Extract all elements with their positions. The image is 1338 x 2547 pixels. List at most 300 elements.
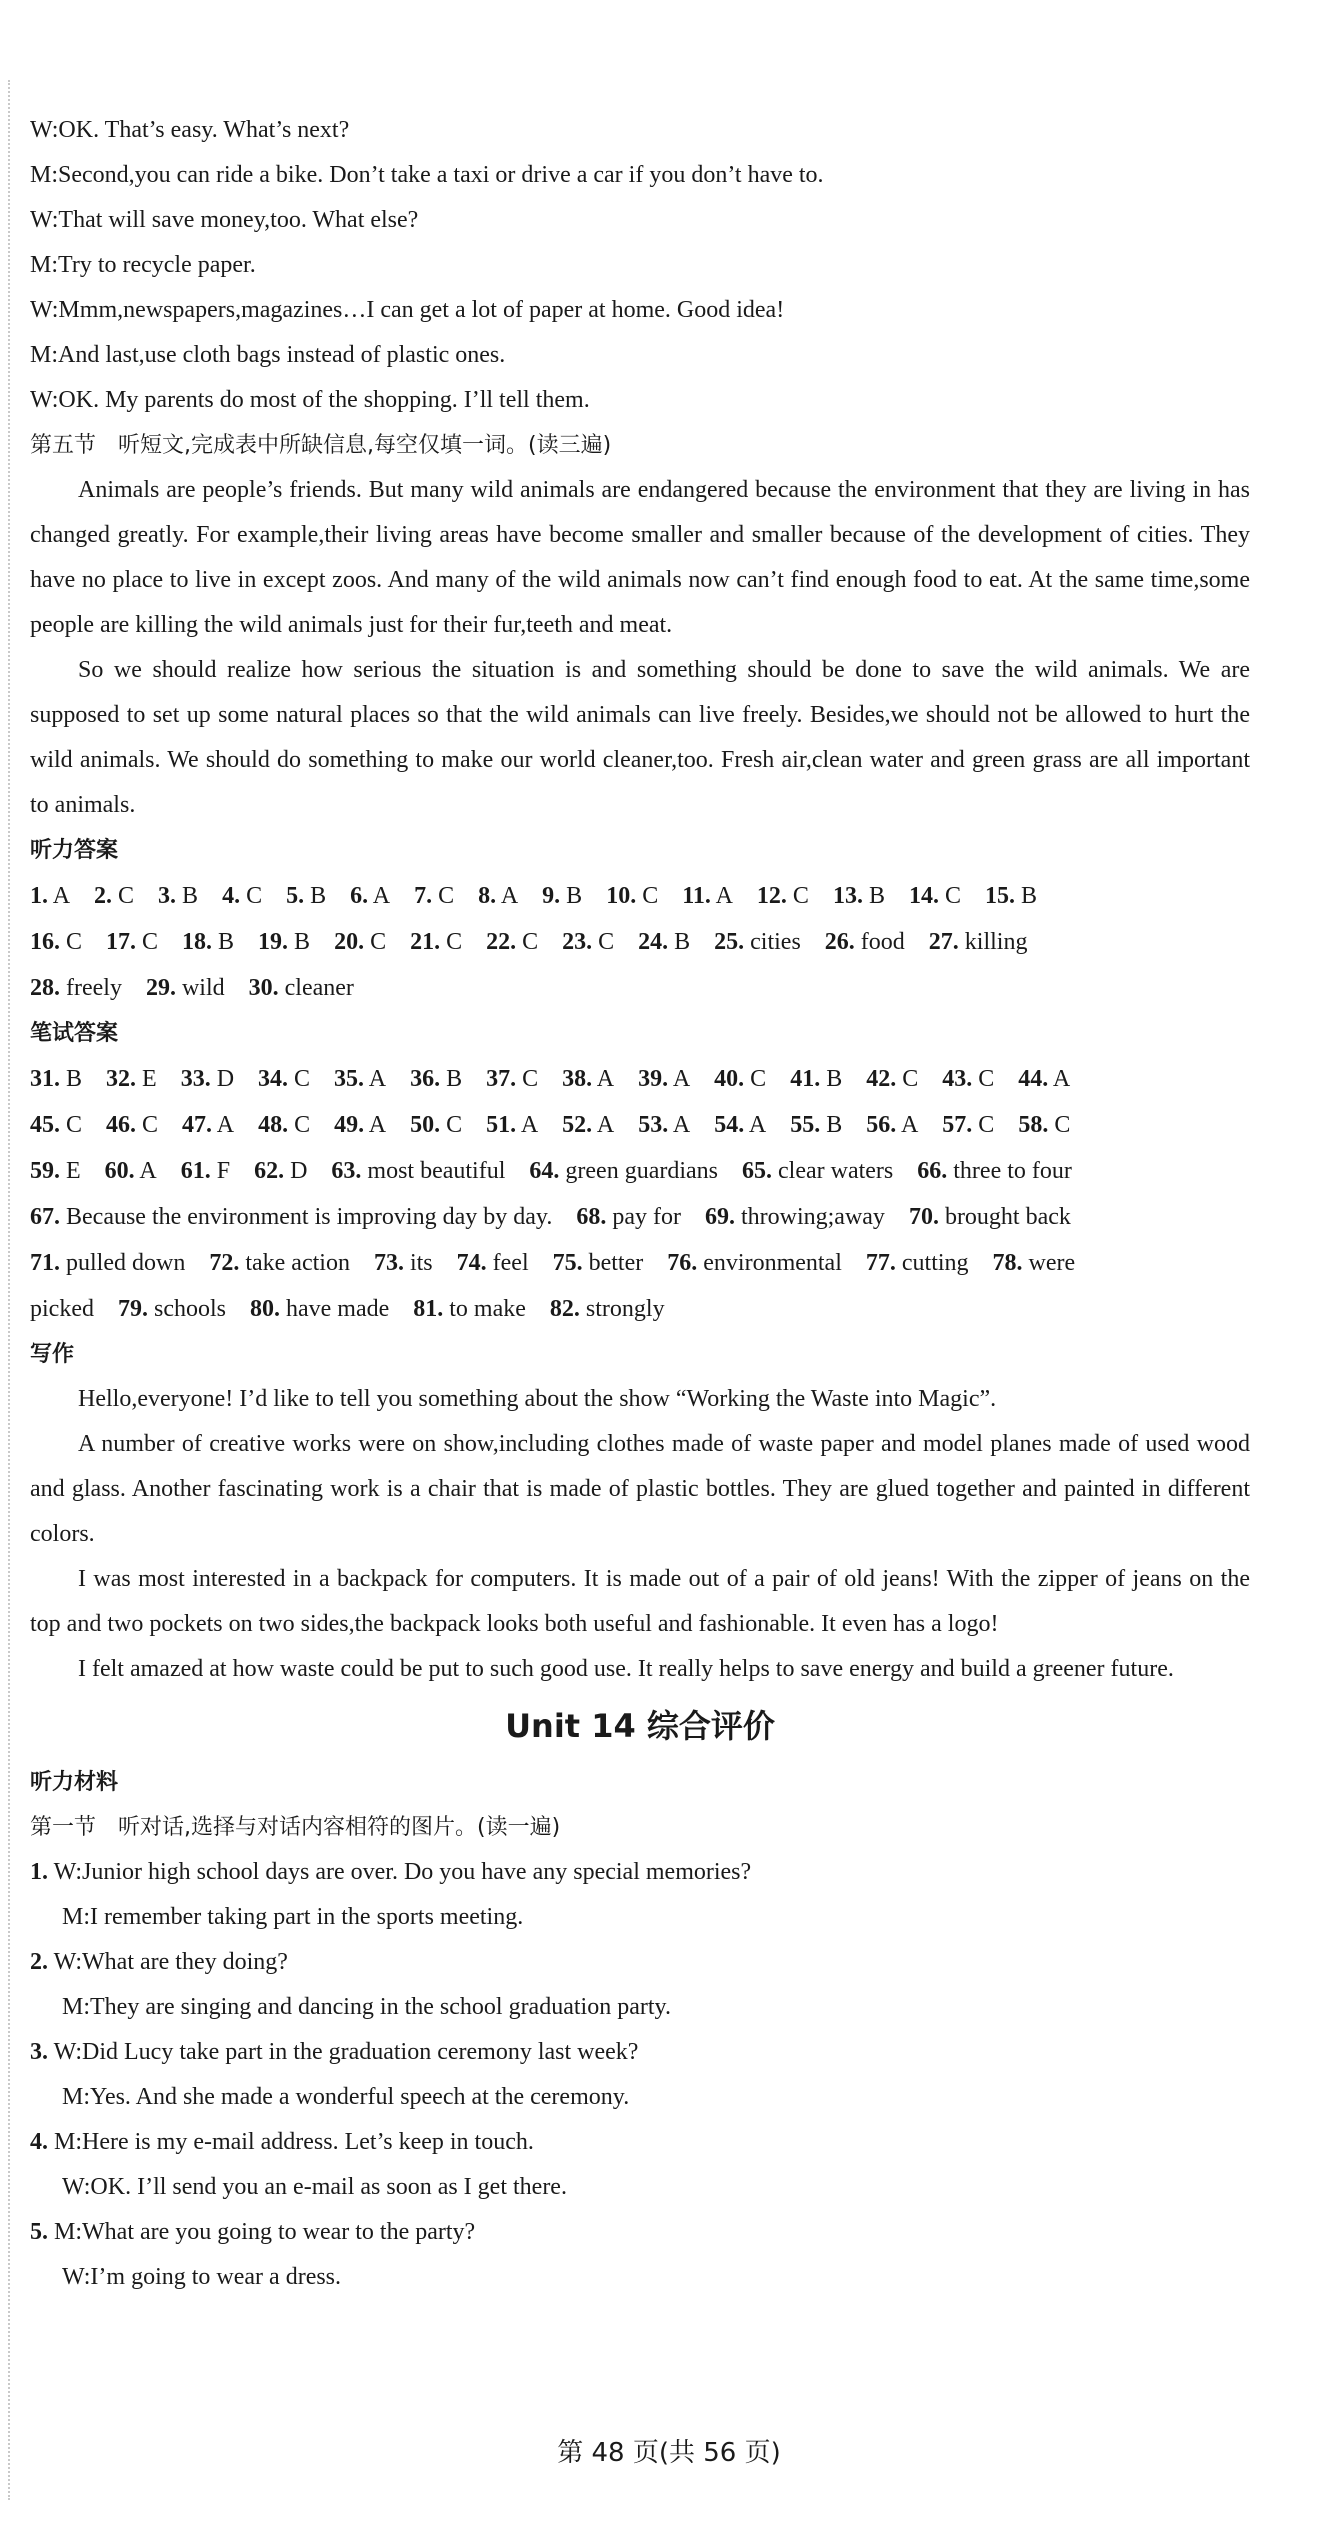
answer-value: three to four [953, 1158, 1072, 1184]
answer-value: B [182, 883, 199, 909]
answer-value: C [1054, 1112, 1071, 1138]
answer-number: 55. [790, 1112, 821, 1138]
answer-item [929, 929, 1028, 955]
answer-number: 21. [410, 929, 441, 955]
answer-number: 7. [414, 883, 433, 909]
answer-number: 26. [824, 929, 855, 955]
answer-item [682, 883, 733, 909]
answer-item [286, 883, 326, 909]
answer-value: C [446, 1112, 463, 1138]
answer-item [334, 929, 386, 955]
answer-value: its [409, 1250, 433, 1276]
answer-number: 16. [30, 929, 60, 955]
answer-item [638, 929, 690, 955]
answer-number: 62. [254, 1158, 285, 1184]
answer-item [757, 883, 809, 909]
answer-number: 18. [182, 929, 213, 955]
answer-item [638, 1066, 690, 1092]
answer-value: C [598, 929, 615, 955]
answer-value: B [66, 1066, 83, 1092]
answer-value: A [500, 883, 519, 909]
answer-number: 71. [30, 1250, 60, 1276]
answer-number: 12. [756, 883, 787, 909]
answer-number: 60. [104, 1158, 135, 1184]
answer-item [562, 1066, 614, 1092]
answer-number: 27. [928, 929, 959, 955]
answer-item [258, 1112, 310, 1138]
answer-number: 10. [606, 883, 637, 909]
answer-number: 81. [413, 1296, 444, 1322]
answer-item [790, 1066, 842, 1092]
answer-item [30, 883, 70, 909]
answer-item [1018, 1066, 1070, 1092]
dialogue-item [30, 2210, 1250, 2255]
answer-number: 72. [209, 1250, 240, 1276]
answer-item [258, 1066, 310, 1092]
answer-item [410, 1112, 462, 1138]
answer-item [714, 1066, 766, 1092]
answer-number: 32. [106, 1066, 137, 1092]
answer-item [909, 1204, 1071, 1230]
answer-value: C [438, 883, 455, 909]
answer-item [331, 1158, 505, 1184]
dialogue-line: M:Here is my e-mail address. Let’s keep in touch. [54, 2129, 534, 2155]
answer-value: B [566, 883, 583, 909]
answer-value: B [674, 929, 691, 955]
answer-item [550, 1296, 665, 1322]
answer-value: to make [449, 1296, 526, 1322]
answer-value: pulled down [66, 1250, 186, 1276]
answer-number: 33. [180, 1066, 211, 1092]
passage-paragraph: Animals are people’s friends. But many wild animals are endangered because the environment that they are living in has changed greatly. For example,their living areas have become smaller and smaller because of the development of cities. They have no place to live in except zoos. And many of the wild animals now can’t find enough food to eat. At the same time,some people are killing the wild animals just for their fur,teeth and meat. [30, 477, 1250, 638]
answer-number: 42. [866, 1066, 897, 1092]
answer-number: 22. [486, 929, 517, 955]
writing-paragraph: A number of creative works were on show,including clothes made of waste paper and model planes made of used wood and glass. Another fascinating work is a chair that is made of plastic bottles. They are glued together and painted in different colors. [30, 1431, 1250, 1547]
answer-number: 45. [30, 1112, 60, 1138]
answer-item [209, 1250, 350, 1276]
answer-number: 47. [182, 1112, 213, 1138]
answer-item [410, 929, 462, 955]
answer-row [30, 1240, 1250, 1286]
answer-item [866, 1112, 918, 1138]
dialogue-item [30, 2030, 1250, 2075]
answer-value: A [715, 883, 733, 909]
answer-number: 36. [410, 1066, 441, 1092]
answer-number: 28. [30, 975, 60, 1001]
answer-value: C [294, 1066, 311, 1092]
dialogue-line: M:And last,use cloth bags instead of plastic ones. [30, 342, 506, 368]
answer-value: A [900, 1112, 919, 1138]
answer-value: green guardians [565, 1158, 718, 1184]
answer-number: 48. [258, 1112, 289, 1138]
answer-item [705, 1204, 885, 1230]
answer-item [825, 929, 905, 955]
answer-item [249, 975, 354, 1001]
answer-item [250, 1296, 389, 1322]
answer-row [30, 1194, 1250, 1240]
answer-value: C [522, 1066, 539, 1092]
answer-value: C [978, 1066, 995, 1092]
answer-item [105, 1158, 157, 1184]
answer-value: food [860, 929, 905, 955]
dialogue-line: M:Second,you can ride a bike. Don’t take a taxi or drive a car if you don’t have to. [30, 162, 824, 188]
answer-value: were [1028, 1250, 1076, 1276]
answer-number: 49. [334, 1112, 365, 1138]
answer-value: A [139, 1158, 157, 1184]
answer-number: 23. [562, 929, 593, 955]
answer-value: schools [153, 1296, 226, 1322]
item-number: 2. [30, 1949, 48, 1975]
answer-number: 35. [334, 1066, 365, 1092]
answer-value: C [978, 1112, 995, 1138]
answer-item [254, 1158, 307, 1184]
section5-title: 第五节 听短文,完成表中所缺信息,每空仅填一词。(读三遍) [30, 433, 612, 458]
answer-number: 61. [180, 1158, 211, 1184]
answer-value: better [588, 1250, 644, 1276]
answer-number: 39. [638, 1066, 669, 1092]
answer-item [833, 883, 885, 909]
answer-value: C [118, 883, 135, 909]
answer-number: 75. [552, 1250, 583, 1276]
answer-value: A [520, 1112, 539, 1138]
answer-number: 50. [410, 1112, 441, 1138]
answer-item [486, 1066, 538, 1092]
answer-number: 20. [334, 929, 365, 955]
listening-answers-heading: 听力答案 [30, 838, 119, 863]
answer-value: A [368, 1066, 387, 1092]
answer-number: 1. [30, 883, 48, 909]
answer-number: 31. [30, 1066, 60, 1092]
answer-number: 14. [908, 883, 939, 909]
answer-item [457, 1250, 529, 1276]
answer-item [909, 883, 961, 909]
answer-item [562, 1112, 614, 1138]
answer-value: F [216, 1158, 231, 1184]
answer-value: C [446, 929, 463, 955]
answer-item [350, 883, 390, 909]
answer-value: picked [30, 1296, 94, 1322]
item-number: 4. [30, 2129, 48, 2155]
answer-value: A [368, 1112, 387, 1138]
answer-value: cutting [901, 1250, 969, 1276]
dialogue-item [30, 1940, 1250, 1985]
answer-number: 5. [286, 883, 305, 909]
dialogue-line: W:That will save money,too. What else? [30, 207, 419, 233]
answer-item [667, 1250, 842, 1276]
answer-value: E [142, 1066, 157, 1092]
passage-paragraph: So we should realize how serious the situation is and something should be done to save the wild animals. We are supposed to set up some natural places so that the wild animals can live freely. Besides,we should not be allowed to hurt the wild animals. We should do something to make our world cleaner,too. Fresh air,clean water and green grass are all important to animals. [30, 657, 1250, 818]
answer-item [410, 1066, 462, 1092]
answer-value: cities [750, 929, 801, 955]
answer-number: 77. [865, 1250, 896, 1276]
answer-number: 76. [667, 1250, 698, 1276]
answer-value: B [826, 1112, 843, 1138]
answer-item [106, 929, 158, 955]
answer-value: A [596, 1066, 615, 1092]
answer-item [30, 929, 82, 955]
answer-value: A [748, 1112, 767, 1138]
answer-value: C [944, 883, 961, 909]
answer-number: 67. [30, 1204, 60, 1230]
dialogue-line: W:I’m going to wear a dress. [62, 2264, 342, 2290]
answer-number: 65. [742, 1158, 772, 1184]
answer-row [30, 1102, 1250, 1148]
answer-item [486, 929, 538, 955]
answer-item [118, 1296, 226, 1322]
answer-number: 29. [145, 975, 176, 1001]
answer-number: 9. [542, 883, 561, 909]
answer-value: brought back [944, 1204, 1071, 1230]
answer-item [917, 1158, 1072, 1184]
answer-item [222, 883, 262, 909]
answer-value: A [672, 1066, 691, 1092]
answer-number: 40. [714, 1066, 745, 1092]
answer-number: 11. [682, 883, 711, 909]
writing-paragraph: I was most interested in a backpack for computers. It is made out of a pair of old jeans! With the zipper of jeans on the top and two pockets on two sides,the backpack looks both useful and fashionable. It even has a logo! [30, 1566, 1250, 1637]
answer-item [562, 929, 614, 955]
item-number: 3. [30, 2039, 48, 2065]
answer-number: 3. [158, 883, 177, 909]
answer-value: wild [181, 975, 225, 1001]
page-content [30, 108, 1250, 2300]
answer-value: freely [66, 975, 122, 1001]
unit14-dialogues [30, 1850, 1250, 2300]
answer-value: most beautiful [367, 1158, 506, 1184]
dialogue-line: W:OK. My parents do most of the shopping. I’ll tell them. [30, 387, 590, 413]
answer-item [866, 1250, 969, 1276]
answer-value: A [672, 1112, 691, 1138]
answer-item [106, 1112, 158, 1138]
writing-paragraph: I felt amazed at how waste could be put to such good use. It really helps to save energy and build a greener future. [78, 1656, 1174, 1682]
answer-number: 25. [714, 929, 745, 955]
answer-value: killing [964, 929, 1028, 955]
answer-item [413, 1296, 526, 1322]
answer-value: D [290, 1158, 308, 1184]
dialogue-item [30, 1850, 1250, 1895]
answer-number: 44. [1018, 1066, 1049, 1092]
answer-number: 78. [992, 1250, 1023, 1276]
answer-value: strongly [585, 1296, 665, 1322]
answer-number: 41. [790, 1066, 821, 1092]
answer-number: 30. [248, 975, 279, 1001]
answer-item [553, 1250, 644, 1276]
dialogue-line: M:I remember taking part in the sports meeting. [62, 1904, 524, 1930]
writing-heading: 写作 [30, 1342, 75, 1367]
answer-number: 57. [942, 1112, 973, 1138]
answer-value: B [446, 1066, 463, 1092]
answer-number: 68. [576, 1204, 607, 1230]
answer-value: clear waters [778, 1158, 894, 1184]
dialogue-block [30, 108, 1250, 423]
unit-title: Unit 14 综合评价 [505, 1707, 775, 1745]
answer-number: 64. [529, 1158, 560, 1184]
answer-value: C [66, 1112, 83, 1138]
answer-value: D [216, 1066, 235, 1092]
answer-value: C [750, 1066, 767, 1092]
answer-value: C [370, 929, 387, 955]
answer-value: C [792, 883, 809, 909]
answer-value: C [522, 929, 539, 955]
answer-item [182, 1112, 234, 1138]
answer-number: 79. [117, 1296, 148, 1322]
answer-item [181, 1158, 230, 1184]
answer-item [30, 1204, 552, 1230]
dialogue-line: M:Try to recycle paper. [30, 252, 256, 278]
answer-value: B [294, 929, 311, 955]
answer-item [714, 1112, 766, 1138]
answer-number: 15. [984, 883, 1015, 909]
answer-value: have made [285, 1296, 390, 1322]
answer-item [790, 1112, 842, 1138]
answer-number: 56. [866, 1112, 897, 1138]
answer-value: A [372, 883, 391, 909]
answer-value: B [310, 883, 327, 909]
answer-value: feel [492, 1250, 529, 1276]
item-number: 1. [30, 1859, 48, 1885]
answer-item [94, 883, 134, 909]
answer-value: C [246, 883, 263, 909]
answer-item [334, 1066, 386, 1092]
answer-item [866, 1066, 918, 1092]
answer-item [258, 929, 310, 955]
writing-paragraph: Hello,everyone! I’d like to tell you something about the show “Working the Waste into Magic”. [78, 1386, 997, 1412]
answer-item [106, 1066, 157, 1092]
answer-number: 4. [222, 883, 241, 909]
answer-item [30, 1250, 185, 1276]
dialogue-line: W:Junior high school days are over. Do you have any special memories? [53, 1859, 752, 1885]
answer-value: environmental [703, 1250, 842, 1276]
answer-number: 24. [638, 929, 669, 955]
written-answers [30, 1056, 1250, 1332]
answer-number: 17. [106, 929, 137, 955]
answer-number: 73. [373, 1250, 404, 1276]
answer-number: 58. [1018, 1112, 1049, 1138]
answer-number: 69. [704, 1204, 735, 1230]
answer-number: 19. [258, 929, 289, 955]
margin-dotted-line [8, 80, 10, 2500]
dialogue-line: M:They are singing and dancing in the school graduation party. [62, 1994, 671, 2020]
answer-row [30, 1056, 1250, 1102]
answer-number: 43. [942, 1066, 973, 1092]
answer-item [334, 1112, 386, 1138]
answer-number: 70. [908, 1204, 939, 1230]
answer-item [576, 1204, 681, 1230]
answer-item [158, 883, 198, 909]
answer-value: cleaner [284, 975, 354, 1001]
answer-number: 34. [258, 1066, 289, 1092]
answer-value: take action [245, 1250, 350, 1276]
listening-answers [30, 873, 1250, 1011]
answer-item [30, 1066, 82, 1092]
answer-value: C [66, 929, 83, 955]
answer-value: throwing;away [740, 1204, 885, 1230]
answer-item [942, 1066, 994, 1092]
answer-item [742, 1158, 893, 1184]
answer-item [30, 1296, 94, 1322]
answer-value: Because the environment is improving day by day. [66, 1204, 553, 1230]
materials-heading: 听力材料 [30, 1770, 119, 1795]
page-footer: 第 48 页(共 56 页) [557, 2438, 781, 2468]
answer-number: 80. [249, 1296, 280, 1322]
answer-number: 54. [714, 1112, 745, 1138]
answer-number: 51. [486, 1112, 517, 1138]
answer-number: 2. [94, 883, 113, 909]
dialogue-line: W:Mmm,newspapers,magazines…I can get a lot of paper at home. Good idea! [30, 297, 785, 323]
dialogue-line: M:What are you going to wear to the party? [54, 2219, 476, 2245]
answer-item [714, 929, 801, 955]
written-answers-heading: 笔试答案 [30, 1021, 119, 1046]
answer-number: 52. [562, 1112, 593, 1138]
answer-number: 82. [549, 1296, 580, 1322]
answer-number: 66. [917, 1158, 948, 1184]
answer-item [30, 975, 122, 1001]
answer-item [182, 929, 234, 955]
answer-value: A [52, 883, 71, 909]
dialogue-line: W:Did Lucy take part in the graduation ceremony last week? [53, 2039, 639, 2065]
answer-item [414, 883, 454, 909]
answer-value: C [902, 1066, 919, 1092]
answer-number: 37. [486, 1066, 517, 1092]
answer-item [181, 1066, 234, 1092]
answer-number: 38. [562, 1066, 593, 1092]
answer-value: C [142, 1112, 159, 1138]
answer-value: A [596, 1112, 615, 1138]
answer-value: A [216, 1112, 235, 1138]
answer-item [942, 1112, 994, 1138]
answer-number: 63. [331, 1158, 362, 1184]
answer-number: 8. [478, 883, 497, 909]
answer-item [985, 883, 1037, 909]
answer-number: 59. [30, 1158, 60, 1184]
item-number: 5. [30, 2219, 48, 2245]
answer-number: 13. [832, 883, 863, 909]
answer-item [486, 1112, 538, 1138]
answer-value: pay for [612, 1204, 681, 1230]
dialogue-line: W:What are they doing? [53, 1949, 288, 1975]
dialogue-line: W:OK. I’ll send you an e-mail as soon as I get there. [62, 2174, 567, 2200]
answer-row [30, 1148, 1250, 1194]
answer-value: B [218, 929, 235, 955]
answer-value: C [642, 883, 659, 909]
answer-value: E [66, 1158, 81, 1184]
answer-item [993, 1250, 1076, 1276]
answer-row [30, 1286, 1250, 1332]
answer-item [638, 1112, 690, 1138]
answer-number: 6. [350, 883, 369, 909]
answer-item [30, 1112, 82, 1138]
answer-value: B [868, 883, 885, 909]
answer-value: A [1052, 1066, 1071, 1092]
answer-value: B [1020, 883, 1037, 909]
answer-value: C [294, 1112, 311, 1138]
answer-item [606, 883, 658, 909]
answer-row [30, 873, 1250, 919]
dialogue-line: W:OK. That’s easy. What’s next? [30, 117, 350, 143]
section1-title: 第一节 听对话,选择与对话内容相符的图片。(读一遍) [30, 1815, 561, 1840]
answer-item [146, 975, 225, 1001]
answer-row [30, 965, 1250, 1011]
answer-row [30, 919, 1250, 965]
answer-number: 46. [106, 1112, 137, 1138]
answer-item [529, 1158, 718, 1184]
dialogue-line: M:Yes. And she made a wonderful speech at the ceremony. [62, 2084, 630, 2110]
answer-item [542, 883, 582, 909]
answer-value: C [142, 929, 159, 955]
answer-number: 53. [638, 1112, 669, 1138]
answer-item [374, 1250, 433, 1276]
answer-number: 74. [456, 1250, 487, 1276]
answer-item [1018, 1112, 1070, 1138]
